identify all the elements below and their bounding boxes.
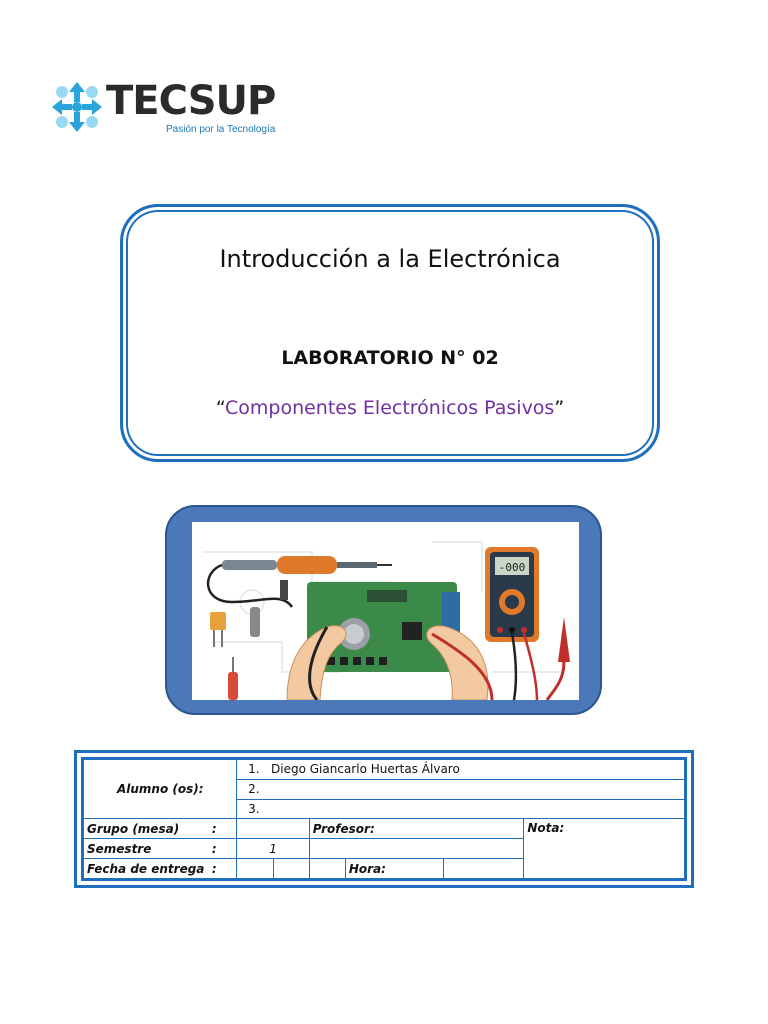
time-value — [444, 859, 524, 879]
student-info-table — [83, 759, 685, 879]
due-date-month — [273, 859, 309, 879]
group-colon: : — [209, 819, 237, 839]
due-date-day — [237, 859, 273, 879]
lab-number: LABORATORIO N° 02 — [281, 347, 499, 369]
group-label: Grupo (mesa) — [84, 819, 209, 839]
course-title: Introducción a la Electrónica — [219, 245, 561, 273]
multimeter-icon — [485, 547, 539, 642]
semester-value: 1 — [237, 839, 309, 859]
due-date-colon: : — [209, 859, 237, 879]
illustration-frame — [165, 505, 602, 715]
lab-topic: “Componentes Electrónicos Pasivos” — [215, 397, 565, 419]
grade-label: Nota: — [524, 819, 685, 879]
logo-tagline: Pasión por la Tecnología — [166, 124, 276, 135]
svg-text:-000: -000 — [498, 561, 526, 574]
due-date-year — [309, 859, 345, 879]
due-date-label: Fecha de entrega — [84, 859, 209, 879]
student-row-1 — [84, 760, 685, 780]
cover-title-card — [120, 204, 660, 462]
students-label: Alumno (os): — [84, 760, 237, 819]
group-row — [84, 819, 685, 839]
student-2: 2. — [237, 779, 685, 799]
teacher-value — [309, 839, 524, 859]
component-icons — [210, 607, 260, 700]
group-value — [237, 819, 309, 839]
semester-label: Semestre — [84, 839, 209, 859]
electronics-lab-illustration — [192, 522, 579, 700]
logo-wordmark: TECSUP — [106, 78, 276, 124]
student-1: 1. Diego Giancarlo Huertas Álvaro — [237, 760, 685, 780]
tecsup-cross-icon — [50, 80, 104, 134]
time-label: Hora: — [345, 859, 443, 879]
student-3: 3. — [237, 799, 685, 819]
lab-topic-text: Componentes Electrónicos Pasivos — [224, 397, 555, 419]
teacher-label: Profesor: — [309, 819, 524, 839]
tecsup-logo — [50, 80, 280, 140]
student-info-box — [74, 750, 694, 888]
semester-colon: : — [209, 839, 237, 859]
electronics-lab-icon — [192, 522, 579, 700]
